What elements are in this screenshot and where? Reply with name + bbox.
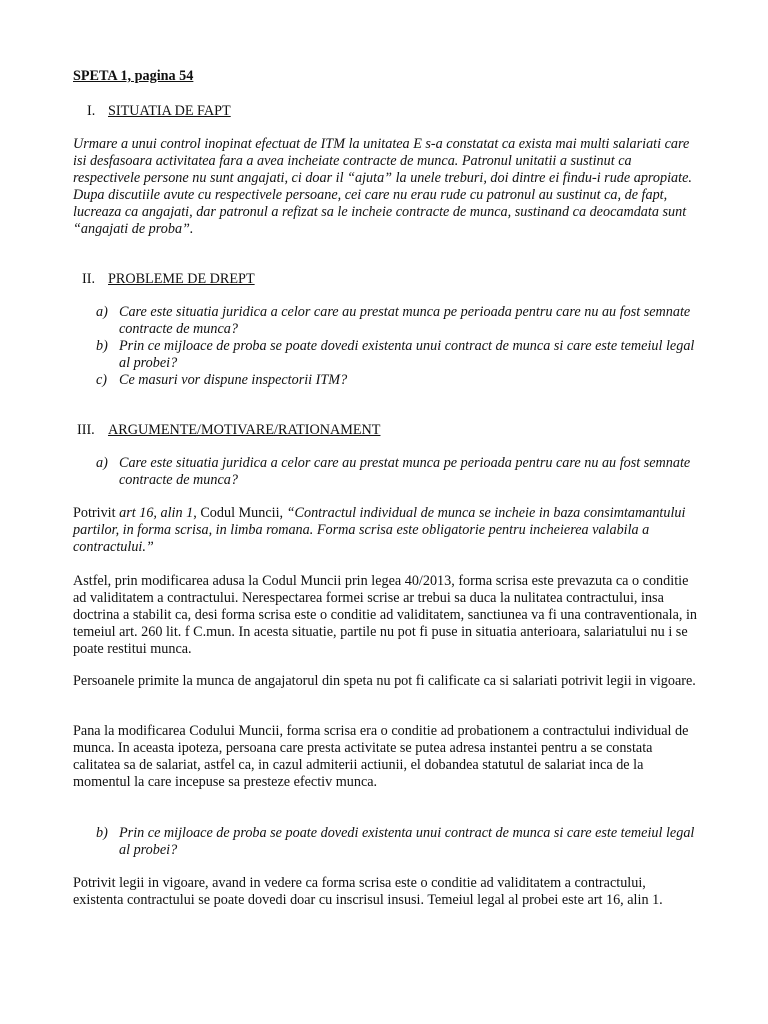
list-item-label: b) bbox=[96, 338, 108, 354]
list-item-text: Ce masuri vor dispune inspectorii ITM? bbox=[119, 372, 348, 388]
section-number: II. bbox=[82, 271, 95, 287]
list-item bbox=[96, 825, 702, 859]
questions-list bbox=[96, 304, 702, 389]
body-paragraph: Persoanele primite la munca de angajatorul din speta nu pot fi calificate ca si salariati potrivit legii in vigoare. bbox=[73, 673, 696, 689]
list-item-text: Prin ce mijloace de proba se poate dovedi existenta unui contract de munca si care este temeiul legal al probei? bbox=[119, 338, 695, 371]
document-title: SPETA 1, pagina 54 bbox=[73, 68, 194, 84]
list-item bbox=[96, 304, 702, 338]
section-title: PROBLEME DE DREPT bbox=[108, 271, 255, 287]
list-item-text: Prin ce mijloace de proba se poate dovedi existenta unui contract de munca si care este temeiul legal al probei? bbox=[119, 825, 695, 858]
list-item-label: c) bbox=[96, 372, 108, 388]
section-number: I. bbox=[87, 103, 96, 119]
body-paragraph: Astfel, prin modificarea adusa la Codul Muncii prin legea 40/2013, forma scrisa este prevazuta ca o conditie ad validitatem a contractului. Nerespectarea formei scrise ar trebui sa duca la nulitatea contractului, insa doctrina a stabilit ca, desi forma scrisa este o conditie ad validitatem, sanctiunea va fi una contraventionala, in temeiul art. 260 lit. f C.mun. In acesta situatie, partile nu pot fi puse in situatia anterioara, salariatului nu i se poate restitui munca. bbox=[73, 573, 698, 657]
list-item-text: Care este situatia juridica a celor care au prestat munca pe perioada pentru care nu au fost semnate contracte de munca? bbox=[119, 455, 691, 488]
article-reference: art 16, alin 1 bbox=[119, 505, 194, 521]
list-item bbox=[96, 455, 702, 489]
text-run: , Codul Muncii, bbox=[193, 505, 287, 521]
argument-question-b bbox=[96, 825, 702, 859]
body-paragraph: Potrivit legii in vigoare, avand in vedere ca forma scrisa este o conditie ad validitatem a contractului, existenta contractului se poate dovedi doar cu inscrisul insusi. Temeiul legal al probei este art 16, alin 1. bbox=[73, 875, 663, 908]
text-run: Potrivit bbox=[73, 505, 120, 521]
list-item-text: Care este situatia juridica a celor care au prestat munca pe perioada pentru care nu au fost semnate contracte de munca? bbox=[119, 304, 691, 337]
section-number: III. bbox=[77, 422, 95, 438]
section-title: SITUATIA DE FAPT bbox=[108, 103, 231, 119]
list-item bbox=[96, 338, 702, 372]
law-quote: “Contractul individual de munca se incheie in baza consimtamantului partilor, in forma scrisa, in limba romana. Forma scrisa este obligatorie pentru incheierea valabila a contractului.” bbox=[73, 505, 686, 555]
legal-basis-paragraph bbox=[73, 505, 698, 556]
argument-question-a bbox=[96, 455, 702, 489]
list-item-label: a) bbox=[96, 455, 108, 471]
list-item-label: b) bbox=[96, 825, 108, 841]
body-paragraph: Pana la modificarea Codului Muncii, forma scrisa era o conditie ad probationem a contractului individual de munca. In aceasta ipoteza, persoana care presta activitate se putea adresa instantei pentru a se constata calitatea sa de salariat, astfel ca, in cazul admiterii actiunii, el dobandea statutul de salariat inca de la momentul la care incepuse sa presteze efectiv munca. bbox=[73, 723, 689, 790]
list-item bbox=[96, 372, 702, 389]
list-item-label: a) bbox=[96, 304, 108, 320]
facts-paragraph: Urmare a unui control inopinat efectuat de ITM la unitatea E s-a constatat ca exista mai multi salariati care isi desfasoara activitatea fara a avea incheiate contracte de munca. Patronul unitatii a sustinut ca respectivele persone nu sunt angajati, ci doar il “ajuta” la unele treburi, doi dintre ei findu-i rude apropiate. Dupa discutiile avute cu respectivele persoane, cei care nu erau rude cu patronul au sustinut ca, de fapt, lucreaza ca angajati, dar patronul a refizat sa le incheie contracte de munca, sustinand ca deocamdata sunt “angajati de proba”. bbox=[73, 136, 692, 237]
section-title: ARGUMENTE/MOTIVARE/RATIONAMENT bbox=[108, 422, 381, 438]
